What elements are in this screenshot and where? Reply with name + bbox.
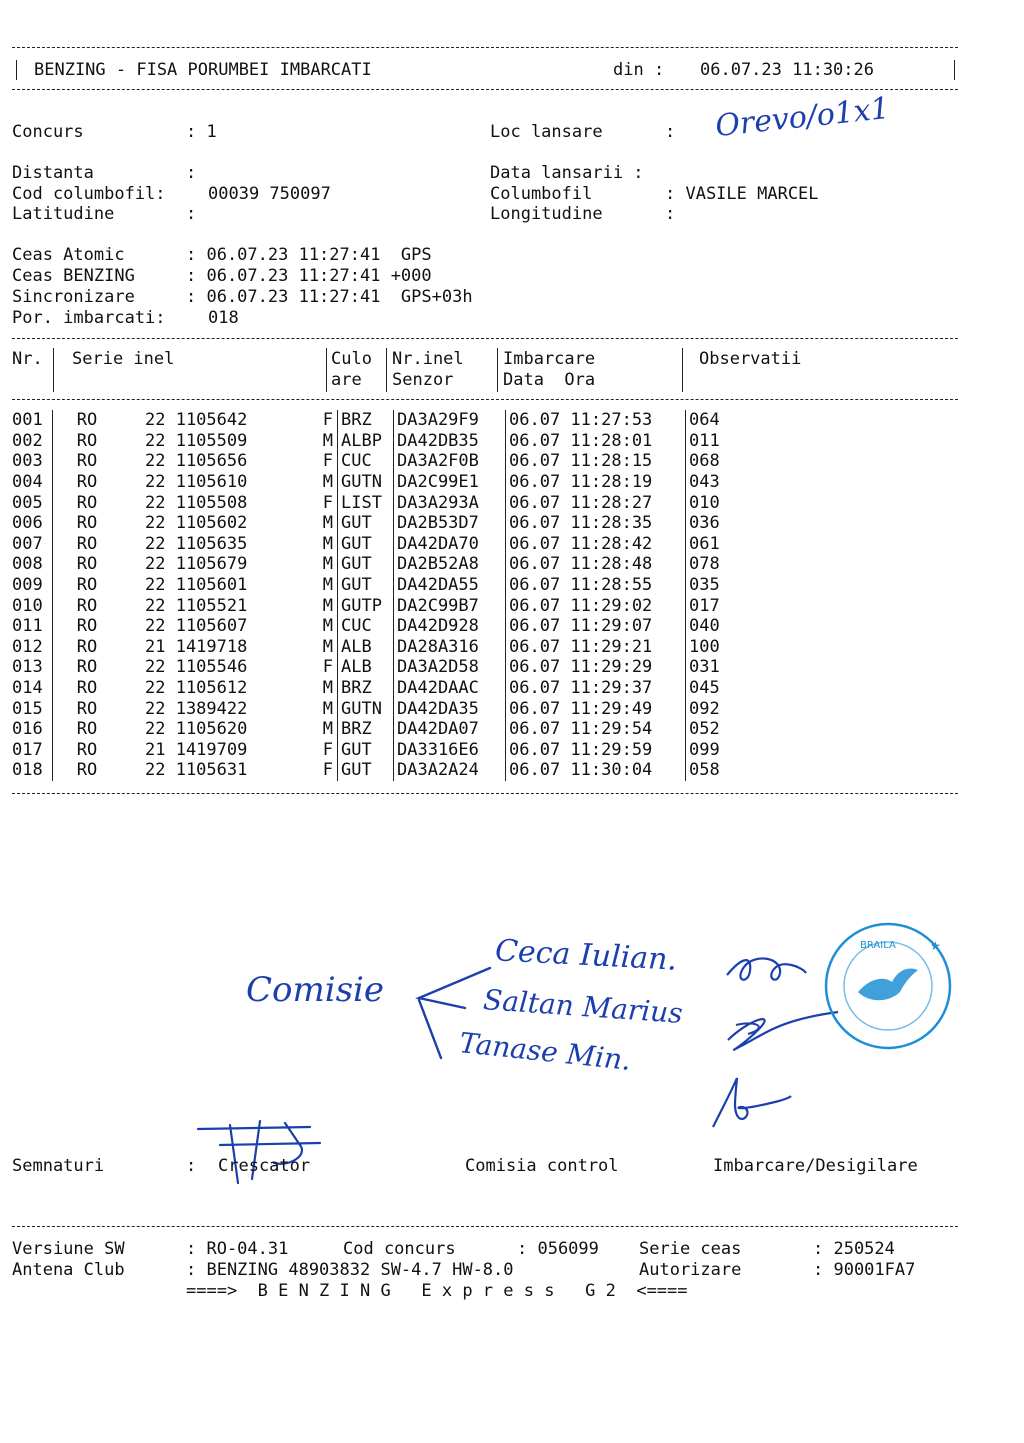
row-ring-series: 22 1105631 [145,760,248,781]
row-color: GUT [338,740,394,761]
distanta-label: Distanta [12,163,94,183]
row-sex: F [277,657,338,678]
autorizare-value: : 90001FA7 [813,1260,916,1280]
commission-name-1: Ceca Iulian. [494,933,678,978]
cod-concurs-label: Cod concurs [343,1239,456,1259]
row-country: RO [76,472,98,493]
stamp-text: BRAILA [860,940,896,951]
row-color: BRZ [338,410,394,431]
row-ring-series: 22 1105679 [145,554,248,575]
row-sensor: DA2C99E1 [394,472,506,493]
table-top-rule [12,338,958,339]
table-row [12,760,720,781]
table-row [12,472,720,493]
pigeons-table [12,410,720,781]
ceas-atomic-label: Ceas Atomic [12,245,125,265]
versiune-sw-value: : RO-04.31 [186,1239,289,1259]
row-nr: 007 [12,534,53,555]
row-country: RO [76,657,98,678]
row-ring-series: 22 1389422 [145,698,248,719]
row-observation: 043 [689,472,720,493]
table-header-rule [12,399,958,400]
row-sex: M [277,698,338,719]
header-left-bar [16,60,17,80]
row-ring-series: 22 1105656 [145,451,248,472]
imbarcare-desigilare-label: Imbarcare/Desigilare [713,1156,918,1176]
data-lansarii-label: Data lansarii : [490,163,644,183]
header-divider [53,348,54,392]
row-sensor: DA2B52A8 [394,554,506,575]
row-color: GUTP [338,595,394,616]
semnaturi-colon: : [186,1156,197,1176]
row-ring-series: 22 1105642 [145,410,248,431]
row-sensor: DA2C99B7 [394,595,506,616]
row-color: GUT [338,575,394,596]
row-ring-series: 22 1105546 [145,657,248,678]
row-sex: M [277,637,338,658]
cod-concurs-value: : 056099 [517,1239,599,1259]
loc-lansare-colon: : [665,122,676,142]
row-observation: 099 [689,739,720,760]
row-sex: M [277,575,338,596]
row-nr: 013 [12,657,53,678]
row-country: RO [76,451,98,472]
versiune-sw-label: Versiune SW [12,1239,125,1259]
col-header-data-ora: Data Ora [503,370,596,390]
row-sex: M [277,534,338,555]
row-date-time: 06.07 11:29:59 [506,740,686,761]
row-observation: 045 [689,678,720,699]
brand-line: ====> B E N Z I N G E x p r e s s G 2 <==== [186,1281,688,1301]
table-row [12,678,720,699]
table-row [12,534,720,555]
col-header-serie: Serie inel [72,349,175,369]
comisia-control-label: Comisia control [465,1156,619,1176]
row-date-time: 06.07 11:28:01 [506,431,686,452]
row-sex: M [277,554,338,575]
ceas-benzing-value: : 06.07.23 11:27:41 +000 [186,266,432,286]
col-header-imbarcare: Imbarcare [503,349,596,369]
row-date-time: 06.07 11:28:15 [506,451,686,472]
row-sex: M [277,595,338,616]
row-nr: 012 [12,637,53,658]
serie-ceas-label: Serie ceas [639,1239,742,1259]
table-row [12,637,720,658]
row-date-time: 06.07 11:28:27 [506,492,686,513]
table-row [12,410,720,431]
row-observation: 058 [689,760,720,781]
row-date-time: 06.07 11:29:21 [506,637,686,658]
row-observation: 036 [689,513,720,534]
row-date-time: 06.07 11:28:48 [506,554,686,575]
row-color: GUT [338,760,394,781]
loc-lansare-label: Loc lansare [490,122,603,142]
row-nr: 004 [12,472,53,493]
signature-scribble-1 [722,945,812,995]
row-country: RO [76,719,98,740]
row-sensor: DA42DB35 [394,431,506,452]
row-color: BRZ [338,678,394,699]
row-observation: 011 [689,430,720,451]
row-nr: 010 [12,595,53,616]
row-sensor: DA3A2A24 [394,760,506,781]
sincronizare-value: : 06.07.23 11:27:41 GPS+03h [186,287,473,307]
row-date-time: 06.07 11:28:19 [506,472,686,493]
row-country: RO [76,678,98,699]
row-sensor: DA42DA55 [394,575,506,596]
autorizare-label: Autorizare [639,1260,742,1280]
row-sensor: DA3A29F9 [394,410,506,431]
table-row [12,513,720,534]
row-ring-series: 22 1105635 [145,533,248,554]
row-sex: M [277,472,338,493]
row-sensor: DA42DA07 [394,719,506,740]
club-stamp [820,918,956,1054]
cod-columbofil-label: Cod columbofil: [12,184,166,204]
row-date-time: 06.07 11:27:53 [506,410,686,431]
table-row [12,575,720,596]
header-right-bar [954,60,955,80]
row-nr: 009 [12,575,53,596]
row-color: BRZ [338,719,394,740]
row-observation: 064 [689,410,720,431]
row-nr: 016 [12,719,53,740]
row-ring-series: 22 1105508 [145,492,248,513]
table-row [12,451,720,472]
row-date-time: 06.07 11:29:37 [506,678,686,699]
row-date-time: 06.07 11:28:55 [506,575,686,596]
antena-club-label: Antena Club [12,1260,125,1280]
col-header-observatii: Observatii [699,349,802,369]
loc-lansare-handwritten: Orevo/o1x1 [713,90,892,145]
row-sex: F [277,740,338,761]
row-sex: F [277,760,338,781]
row-ring-series: 22 1105601 [145,575,248,596]
row-sex: M [277,678,338,699]
latitudine-colon: : [186,204,197,224]
header-bottom-rule [12,89,958,90]
cod-columbofil-value: 00039 750097 [208,184,331,204]
col-header-culo: Culo [331,349,372,369]
header-divider [326,348,327,392]
row-nr: 003 [12,451,53,472]
row-nr: 011 [12,616,53,637]
concurs-value: : 1 [186,122,217,142]
row-ring-series: 22 1105612 [145,678,248,699]
row-nr: 006 [12,513,53,534]
row-nr: 008 [12,554,53,575]
row-observation: 100 [689,636,720,657]
row-date-time: 06.07 11:30:04 [506,760,686,781]
antena-club-value: : BENZING 48903832 SW-4.7 HW-8.0 [186,1260,514,1280]
row-nr: 017 [12,740,53,761]
row-ring-series: 22 1105602 [145,513,248,534]
latitudine-label: Latitudine [12,204,115,224]
row-sensor: DA42DA70 [394,534,506,555]
row-sensor: DA3316E6 [394,740,506,761]
row-color: GUT [338,534,394,555]
row-nr: 001 [12,410,53,431]
row-ring-series: 21 1419718 [145,636,248,657]
porumbei-imbarcati-value: 018 [208,308,239,328]
row-observation: 017 [689,595,720,616]
ceas-atomic-value: : 06.07.23 11:27:41 GPS [186,245,432,265]
row-country: RO [76,698,98,719]
columbofil-value: : VASILE MARCEL [665,184,819,204]
row-color: ALB [338,657,394,678]
row-ring-series: 22 1105620 [145,719,248,740]
table-row [12,616,720,637]
row-ring-series: 22 1105607 [145,616,248,637]
header-divider [386,348,387,392]
row-observation: 061 [689,533,720,554]
crescator-label: Crescator [218,1156,311,1176]
serie-ceas-value: : 250524 [813,1239,895,1259]
row-sensor: DA3A2D58 [394,657,506,678]
row-sex: F [277,492,338,513]
row-sex: M [277,719,338,740]
row-nr: 014 [12,678,53,699]
row-observation: 052 [689,719,720,740]
col-header-nr: Nr. [12,349,43,369]
row-nr: 005 [12,492,53,513]
row-date-time: 06.07 11:29:29 [506,657,686,678]
comisie-handwritten: Comisie [246,970,385,1010]
row-date-time: 06.07 11:28:35 [506,513,686,534]
row-nr: 002 [12,431,53,452]
print-date-value: 06.07.23 11:30:26 [700,60,874,80]
row-date-time: 06.07 11:28:42 [506,534,686,555]
table-row [12,431,720,452]
row-sensor: DA42DA35 [394,698,506,719]
row-date-time: 06.07 11:29:49 [506,698,686,719]
row-country: RO [76,616,98,637]
row-country: RO [76,739,98,760]
col-header-nrinel: Nr.inel [392,349,464,369]
row-country: RO [76,575,98,596]
row-color: GUT [338,513,394,534]
row-color: CUC [338,616,394,637]
table-row [12,492,720,513]
row-color: GUT [338,554,394,575]
distanta-colon: : [186,163,197,183]
row-ring-series: 22 1105610 [145,472,248,493]
row-country: RO [76,513,98,534]
row-date-time: 06.07 11:29:02 [506,595,686,616]
col-header-are: are [331,370,362,390]
row-color: ALB [338,637,394,658]
row-color: GUTN [338,472,394,493]
row-country: RO [76,554,98,575]
row-country: RO [76,533,98,554]
row-observation: 078 [689,554,720,575]
stamp-star-icon: ★ [930,939,941,953]
row-color: CUC [338,451,394,472]
row-nr: 018 [12,760,53,781]
row-date-time: 06.07 11:29:07 [506,616,686,637]
table-row [12,698,720,719]
commission-name-2: Saltan Marius [482,983,684,1030]
row-country: RO [76,430,98,451]
row-sensor: DA2B53D7 [394,513,506,534]
table-row [12,595,720,616]
header-divider [497,348,498,392]
row-country: RO [76,410,98,431]
row-sex: M [277,513,338,534]
ceas-benzing-label: Ceas BENZING [12,266,135,286]
row-ring-series: 22 1105509 [145,430,248,451]
col-header-senzor: Senzor [392,370,454,390]
row-country: RO [76,760,98,781]
commission-name-3: Tanase Min. [457,1026,633,1077]
sincronizare-label: Sincronizare [12,287,135,307]
row-sex: M [277,616,338,637]
row-sensor: DA42DAAC [394,678,506,699]
row-color: GUTN [338,698,394,719]
porumbei-imbarcati-label: Por. imbarcati: [12,308,166,328]
row-observation: 040 [689,616,720,637]
header-divider [682,348,683,392]
row-observation: 068 [689,451,720,472]
row-country: RO [76,595,98,616]
row-sex: F [277,410,338,431]
row-country: RO [76,492,98,513]
row-sensor: DA3A2F0B [394,451,506,472]
row-observation: 031 [689,657,720,678]
row-observation: 092 [689,698,720,719]
row-sex: M [277,431,338,452]
longitudine-label: Longitudine [490,204,603,224]
row-observation: 010 [689,492,720,513]
signature-scribble-3 [705,1072,795,1132]
row-color: LIST [338,492,394,513]
row-date-time: 06.07 11:29:54 [506,719,686,740]
row-ring-series: 21 1419709 [145,739,248,760]
row-observation: 035 [689,575,720,596]
table-row [12,740,720,761]
row-sensor: DA28A316 [394,637,506,658]
print-date-label: din : [613,60,665,80]
longitudine-colon: : [665,204,676,224]
table-row [12,657,720,678]
row-sensor: DA3A293A [394,492,506,513]
concurs-label: Concurs [12,122,84,142]
row-country: RO [76,636,98,657]
table-row [12,554,720,575]
footer-top-rule [12,1226,958,1227]
semnaturi-label: Semnaturi [12,1156,105,1176]
columbofil-label: Columbofil [490,184,593,204]
header-top-rule [12,47,958,48]
row-nr: 015 [12,698,53,719]
table-bottom-rule [12,793,958,794]
row-color: ALBP [338,431,394,452]
document-title: BENZING - FISA PORUMBEI IMBARCATI [34,60,372,80]
row-sensor: DA42D928 [394,616,506,637]
table-row [12,719,720,740]
row-sex: F [277,451,338,472]
row-ring-series: 22 1105521 [145,595,248,616]
